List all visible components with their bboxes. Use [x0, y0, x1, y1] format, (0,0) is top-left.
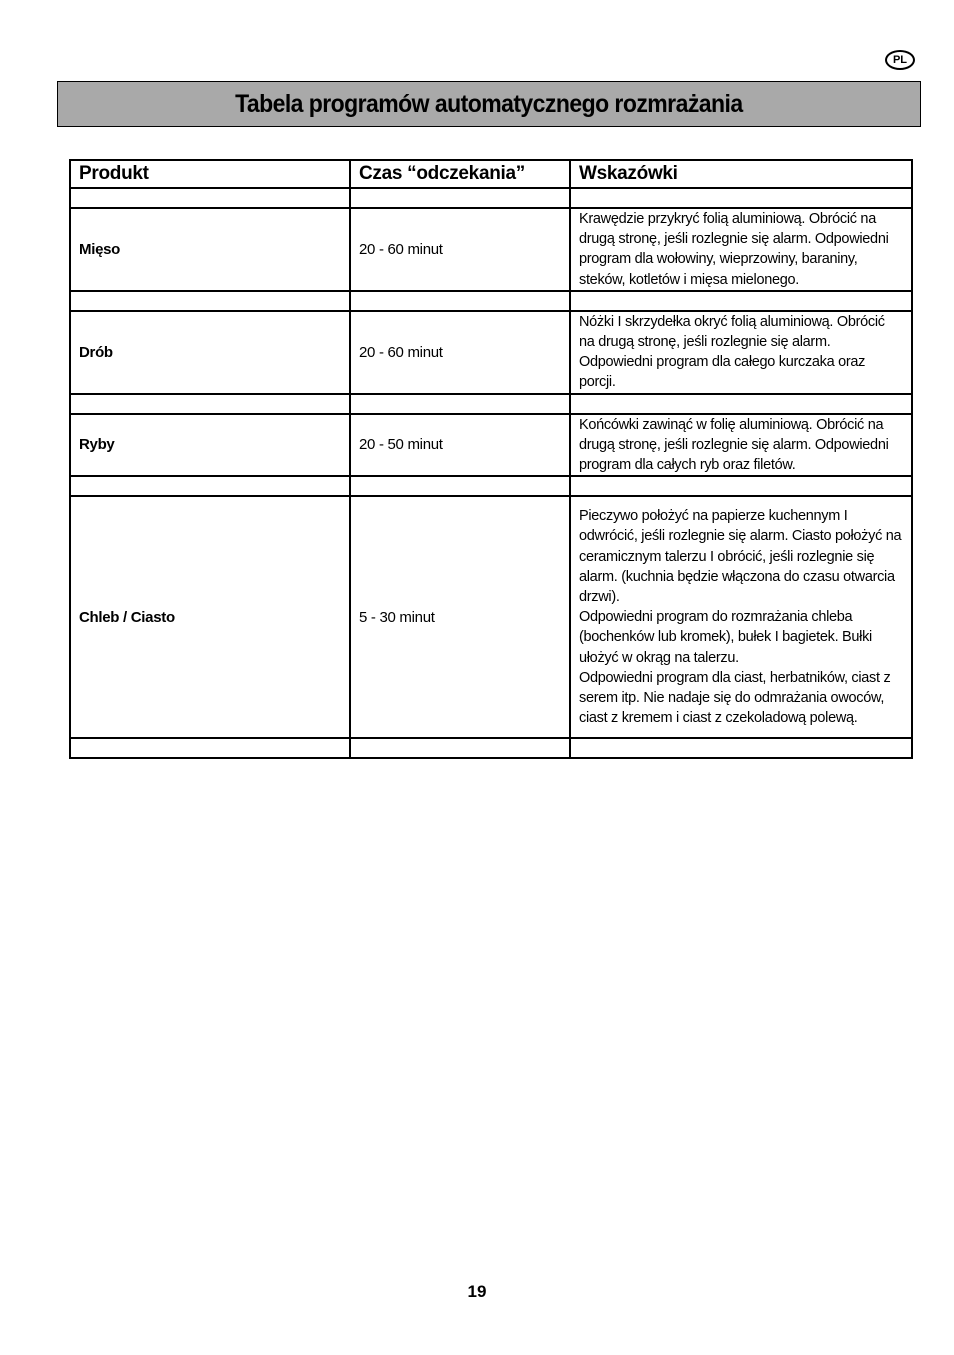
column-header-product: Produkt: [70, 160, 350, 188]
empty-cell: [570, 476, 912, 496]
table-row: [70, 311, 912, 394]
product-cell: Drób: [70, 311, 350, 394]
table-row: [70, 496, 912, 738]
tips-cell: [570, 414, 912, 477]
tip-text: Nóżki I skrzydełka okryć folią aluminiową. Obrócić na drugą stronę, jeśli rozlegnie się alarm. Odpowiedni program dla całego kurczaka oraz porcji.: [579, 313, 885, 391]
empty-cell: [70, 291, 350, 311]
spacer-row: [70, 476, 912, 496]
tips-cell: [570, 496, 912, 738]
empty-cell: [350, 291, 570, 311]
empty-cell: [70, 188, 350, 208]
empty-cell: [570, 738, 912, 758]
tips-cell: [570, 311, 912, 394]
spacer-row: [70, 394, 912, 414]
table-row: [70, 208, 912, 291]
tips-cell: [570, 208, 912, 291]
defrost-program-table: [69, 159, 913, 759]
title-bar: [57, 81, 921, 127]
spacer-row: [70, 738, 912, 758]
tip-text: Pieczywo położyć na papierze kuchennym I odwrócić, jeśli rozlegnie się alarm. Ciasto położyć na ceramicznym talerzu I obrócić, jeśli rozlegnie się alarm. (kuchnia będzie włączona do czasu otwarcia drzwi).: [579, 508, 902, 605]
empty-cell: [350, 394, 570, 414]
product-cell: Ryby: [70, 414, 350, 477]
empty-cell: [570, 394, 912, 414]
tip-text: Końcówki zawinąć w folię aluminiową. Obrócić na drugą stronę, jeśli rozlegnie się alarm. Odpowiedni program dla całych ryb oraz filetów.: [579, 416, 889, 474]
spacer-row: [70, 188, 912, 208]
table-row: [70, 414, 912, 477]
wait-time-cell: 5 - 30 minut: [350, 496, 570, 738]
language-badge: PL: [885, 50, 915, 70]
empty-cell: [350, 188, 570, 208]
tip-text: Odpowiedni program do rozmrażania chleba (bochenków lub kromek), bułek I bagietek. Bułki ułożyć w okrąg na talerzu.: [579, 609, 872, 666]
empty-cell: [350, 476, 570, 496]
empty-cell: [570, 188, 912, 208]
page-number: 19: [467, 1282, 487, 1301]
tip-text: Odpowiedni program dla ciast, herbatników, ciast z serem itp. Nie nadaje się do odmrażania owoców, ciast z kremem i ciast z czekoladową polewą.: [579, 669, 891, 727]
product-cell: Mięso: [70, 208, 350, 291]
tip-text: Krawędzie przykryć folią aluminiową. Obrócić na drugą stronę, jeśli rozlegnie się alarm. Odpowiedni program dla wołowiny, wieprzowiny, baraniny, steków, kotletów i mięsa mielonego.: [579, 211, 889, 288]
empty-cell: [350, 738, 570, 758]
empty-cell: [70, 394, 350, 414]
table-header-row: [70, 160, 912, 188]
empty-cell: [70, 738, 350, 758]
wait-time-cell: 20 - 60 minut: [350, 311, 570, 394]
empty-cell: [570, 291, 912, 311]
spacer-row: [70, 291, 912, 311]
page-title: Tabela programów automatycznego rozmrażania: [235, 89, 743, 118]
column-header-tips: Wskazówki: [570, 160, 912, 188]
wait-time-cell: 20 - 60 minut: [350, 208, 570, 291]
product-cell: Chleb / Ciasto: [70, 496, 350, 738]
wait-time-cell: 20 - 50 minut: [350, 414, 570, 477]
empty-cell: [70, 476, 350, 496]
column-header-wait-time: Czas “odczekania”: [350, 160, 570, 188]
